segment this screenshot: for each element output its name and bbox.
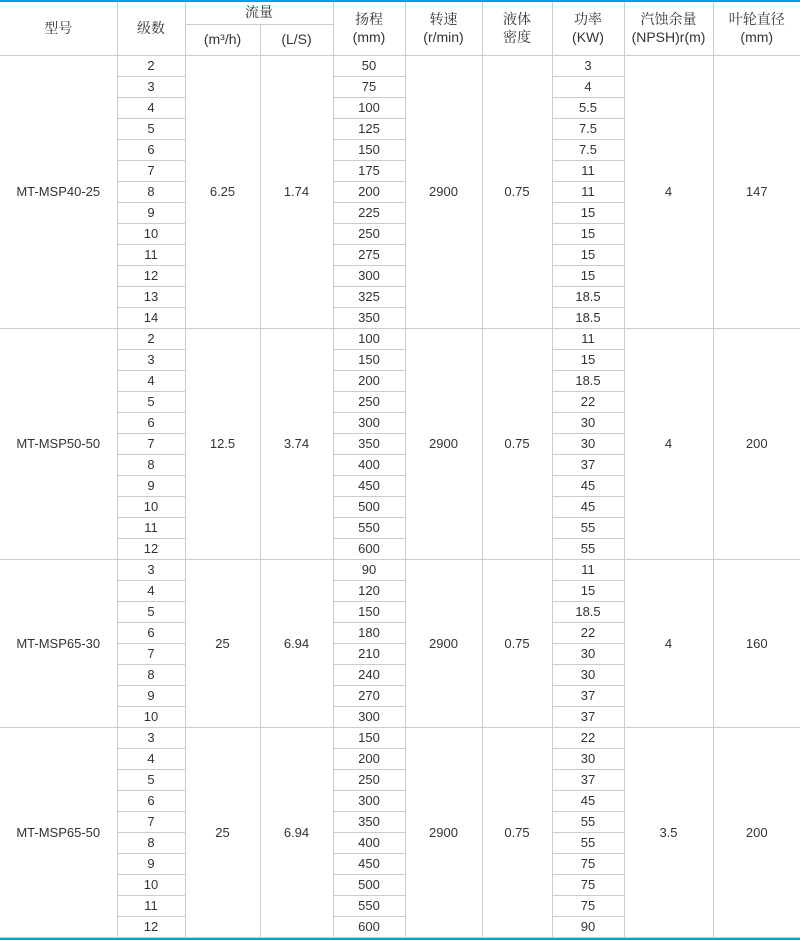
head-cell: 250 [333,224,405,245]
power-cell: 55 [552,812,624,833]
speed-cell: 2900 [405,560,482,728]
npsh-cell: 3.5 [624,728,713,938]
power-cell: 75 [552,875,624,896]
power-cell: 18.5 [552,308,624,329]
stage-cell: 12 [117,539,185,560]
head-cell: 240 [333,665,405,686]
speed-cell: 2900 [405,329,482,560]
header-diameter: 叶轮直径 (mm) [713,2,800,56]
header-speed: 转速 (r/min) [405,2,482,56]
power-cell: 11 [552,560,624,581]
head-cell: 300 [333,707,405,728]
head-cell: 150 [333,350,405,371]
stage-cell: 6 [117,791,185,812]
stage-cell: 11 [117,896,185,917]
stage-cell: 10 [117,875,185,896]
flow-ls-cell: 1.74 [260,56,333,329]
stage-cell: 3 [117,728,185,749]
flow-m3h-cell: 12.5 [185,329,260,560]
stage-cell: 11 [117,518,185,539]
stage-cell: 7 [117,644,185,665]
density-cell: 0.75 [482,560,552,728]
density-cell: 0.75 [482,56,552,329]
power-cell: 55 [552,833,624,854]
power-cell: 15 [552,581,624,602]
power-cell: 15 [552,266,624,287]
power-cell: 15 [552,203,624,224]
head-cell: 600 [333,539,405,560]
model-cell: MT-MSP40-25 [0,56,117,329]
power-cell: 45 [552,476,624,497]
stage-cell: 3 [117,560,185,581]
head-cell: 200 [333,182,405,203]
head-cell: 550 [333,896,405,917]
flow-ls-cell: 3.74 [260,329,333,560]
stage-cell: 5 [117,392,185,413]
power-cell: 18.5 [552,287,624,308]
stage-cell: 10 [117,224,185,245]
stage-cell: 6 [117,623,185,644]
stage-cell: 12 [117,266,185,287]
head-cell: 175 [333,161,405,182]
power-cell: 11 [552,182,624,203]
stage-cell: 6 [117,413,185,434]
head-cell: 50 [333,56,405,77]
header-flow-m3h: (m³/h) [185,25,260,56]
power-cell: 75 [552,854,624,875]
head-cell: 500 [333,497,405,518]
stage-cell: 6 [117,140,185,161]
power-cell: 18.5 [552,602,624,623]
power-cell: 7.5 [552,140,624,161]
header-model: 型号 [0,2,117,56]
power-cell: 37 [552,686,624,707]
head-cell: 150 [333,728,405,749]
power-cell: 37 [552,707,624,728]
head-cell: 225 [333,203,405,224]
stage-cell: 2 [117,56,185,77]
stage-cell: 5 [117,119,185,140]
header-head: 扬程 (mm) [333,2,405,56]
npsh-cell: 4 [624,56,713,329]
head-cell: 350 [333,812,405,833]
head-cell: 400 [333,455,405,476]
stage-cell: 13 [117,287,185,308]
head-cell: 90 [333,560,405,581]
head-cell: 180 [333,623,405,644]
head-cell: 200 [333,371,405,392]
head-cell: 125 [333,119,405,140]
stage-cell: 9 [117,686,185,707]
power-cell: 18.5 [552,371,624,392]
power-cell: 30 [552,413,624,434]
power-cell: 15 [552,245,624,266]
power-cell: 90 [552,917,624,938]
model-cell: MT-MSP65-30 [0,560,117,728]
table-row [0,728,800,749]
head-cell: 100 [333,329,405,350]
stage-cell: 5 [117,770,185,791]
power-cell: 7.5 [552,119,624,140]
head-cell: 450 [333,854,405,875]
stage-cell: 3 [117,77,185,98]
power-cell: 55 [552,518,624,539]
stage-cell: 12 [117,917,185,938]
stage-cell: 4 [117,749,185,770]
header-power: 功率 (KW) [552,2,624,56]
head-cell: 150 [333,140,405,161]
stage-cell: 10 [117,497,185,518]
power-cell: 5.5 [552,98,624,119]
diameter-cell: 200 [713,329,800,560]
stage-cell: 9 [117,854,185,875]
power-cell: 30 [552,665,624,686]
stage-cell: 7 [117,161,185,182]
power-cell: 55 [552,539,624,560]
table-body [0,56,800,938]
stage-cell: 14 [117,308,185,329]
flow-m3h-cell: 25 [185,560,260,728]
power-cell: 30 [552,644,624,665]
power-cell: 4 [552,77,624,98]
power-cell: 22 [552,623,624,644]
flow-m3h-cell: 6.25 [185,56,260,329]
head-cell: 150 [333,602,405,623]
density-cell: 0.75 [482,329,552,560]
header-density: 液体 密度 [482,2,552,56]
power-cell: 45 [552,497,624,518]
diameter-cell: 160 [713,560,800,728]
npsh-cell: 4 [624,329,713,560]
power-cell: 15 [552,224,624,245]
head-cell: 325 [333,287,405,308]
power-cell: 30 [552,749,624,770]
stage-cell: 3 [117,350,185,371]
head-cell: 550 [333,518,405,539]
table-header [0,2,800,56]
head-cell: 250 [333,392,405,413]
stage-cell: 8 [117,455,185,476]
head-cell: 300 [333,266,405,287]
stage-cell: 9 [117,203,185,224]
header-flow: 流量 [185,2,333,25]
head-cell: 300 [333,791,405,812]
stage-cell: 8 [117,665,185,686]
header-flow-ls: (L/S) [260,25,333,56]
head-cell: 350 [333,308,405,329]
head-cell: 400 [333,833,405,854]
stage-cell: 11 [117,245,185,266]
power-cell: 37 [552,770,624,791]
power-cell: 30 [552,434,624,455]
model-cell: MT-MSP50-50 [0,329,117,560]
head-cell: 270 [333,686,405,707]
head-cell: 120 [333,581,405,602]
stage-cell: 4 [117,581,185,602]
npsh-cell: 4 [624,560,713,728]
stage-cell: 9 [117,476,185,497]
stage-cell: 2 [117,329,185,350]
stage-cell: 8 [117,182,185,203]
stage-cell: 4 [117,371,185,392]
head-cell: 210 [333,644,405,665]
table-row [0,56,800,77]
head-cell: 450 [333,476,405,497]
pump-spec-table [0,2,800,938]
power-cell: 15 [552,350,624,371]
stage-cell: 7 [117,812,185,833]
stage-cell: 8 [117,833,185,854]
flow-ls-cell: 6.94 [260,728,333,938]
head-cell: 200 [333,749,405,770]
stage-cell: 4 [117,98,185,119]
power-cell: 22 [552,392,624,413]
flow-m3h-cell: 25 [185,728,260,938]
diameter-cell: 200 [713,728,800,938]
head-cell: 250 [333,770,405,791]
speed-cell: 2900 [405,56,482,329]
power-cell: 45 [552,791,624,812]
table-row [0,329,800,350]
power-cell: 75 [552,896,624,917]
speed-cell: 2900 [405,728,482,938]
power-cell: 37 [552,455,624,476]
density-cell: 0.75 [482,728,552,938]
head-cell: 100 [333,98,405,119]
stage-cell: 7 [117,434,185,455]
header-npsh: 汽蚀余量 (NPSH)r(m) [624,2,713,56]
head-cell: 350 [333,434,405,455]
head-cell: 275 [333,245,405,266]
head-cell: 500 [333,875,405,896]
header-stages: 级数 [117,2,185,56]
model-cell: MT-MSP65-50 [0,728,117,938]
stage-cell: 5 [117,602,185,623]
head-cell: 300 [333,413,405,434]
flow-ls-cell: 6.94 [260,560,333,728]
diameter-cell: 147 [713,56,800,329]
power-cell: 22 [552,728,624,749]
power-cell: 11 [552,161,624,182]
stage-cell: 10 [117,707,185,728]
head-cell: 75 [333,77,405,98]
power-cell: 11 [552,329,624,350]
table-row [0,560,800,581]
power-cell: 3 [552,56,624,77]
head-cell: 600 [333,917,405,938]
